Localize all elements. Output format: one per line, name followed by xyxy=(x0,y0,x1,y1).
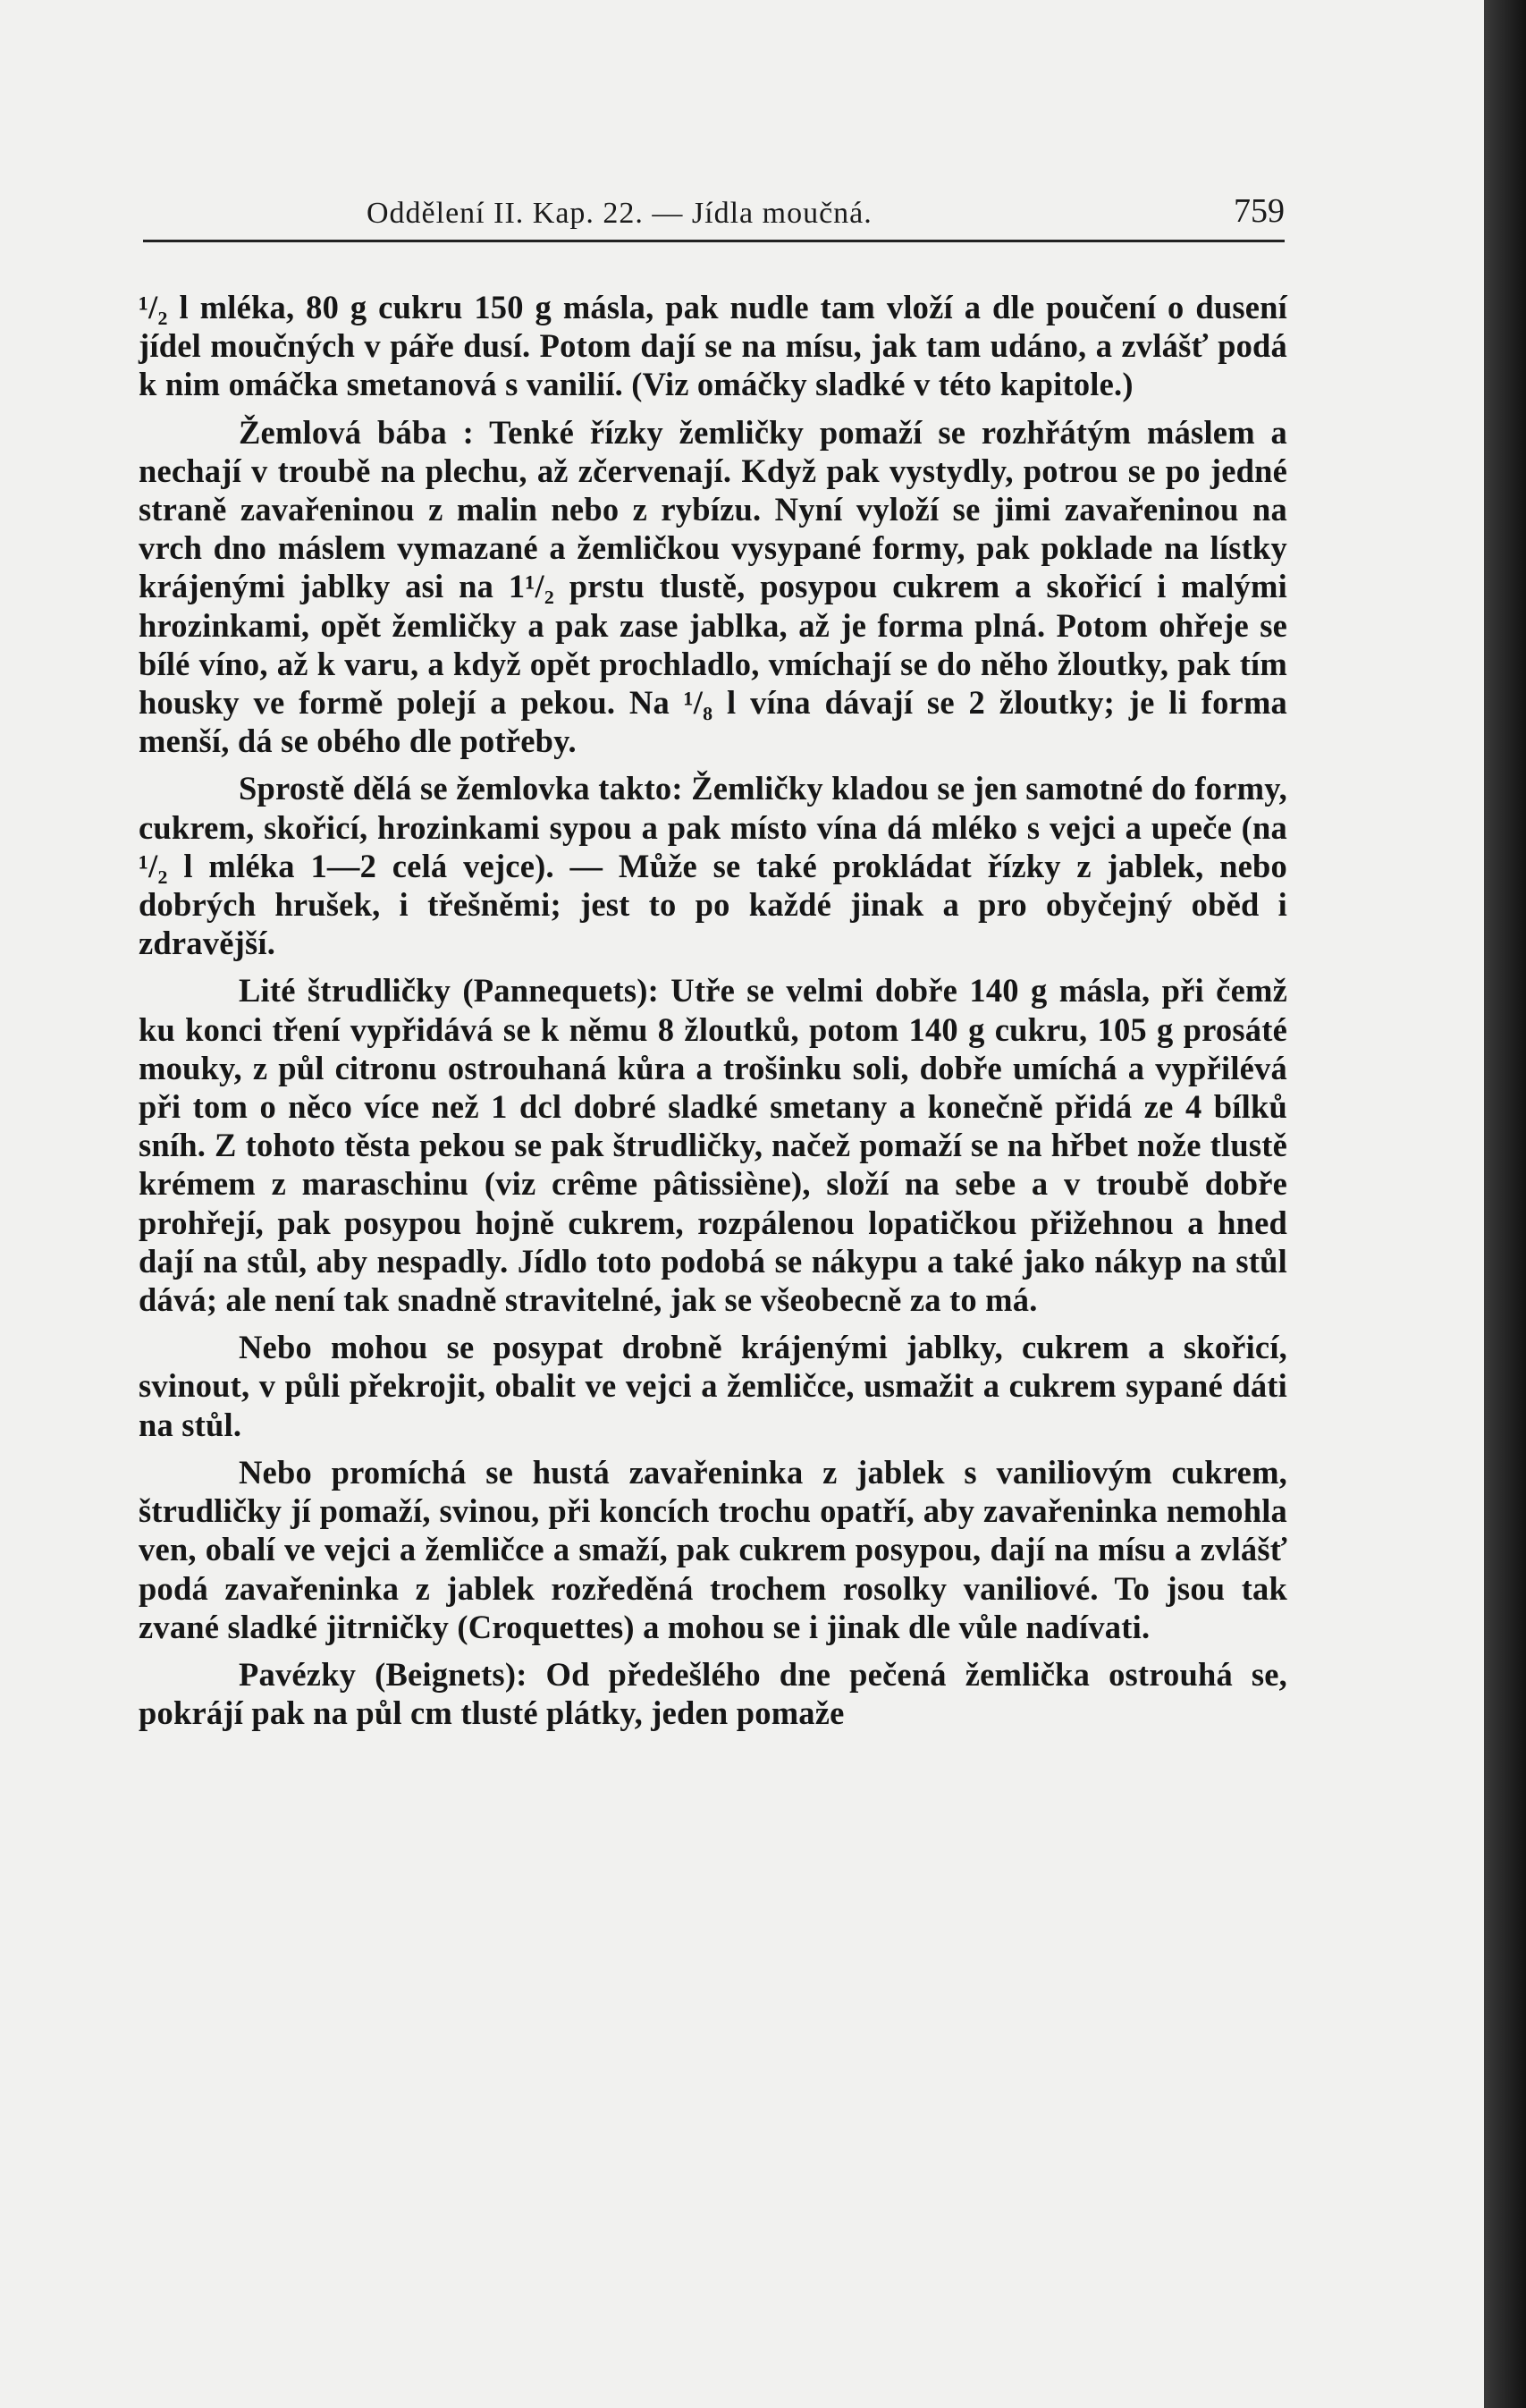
paragraph-continuation: ¹/₂ l mléka, 80 g cukru 150 g másla, pak nudle tam vloží a dle poučení o dusení jídel moučných v páře dusí. Potom dají se na mísu, jak tam udáno, a zvlášť podá k nim omáčka smetanová s vanilií. (Viz omáčky sladké v této kapitole.) xyxy=(139,289,1287,403)
scan-edge xyxy=(1484,0,1526,2408)
body-text xyxy=(139,288,1287,1732)
paragraph-pavezky: Pavézky (Beignets): Od předešlého dne pečená žemlička ostrouhá se, pokrájí pak na půl cm tlusté plátky, jeden pomaže xyxy=(139,1655,1287,1732)
page-number: 759 xyxy=(1234,192,1285,230)
paragraph-nebo-1: Nebo mohou se posypat drobně krájenými jablky, cukrem a skořicí, svinout, v půli překrojit, obalit ve vejci a žemličce, usmažit a cukrem sypané dáti na stůl. xyxy=(139,1329,1287,1443)
paragraph-lite-strudlicky: Lité štrudličky (Pannequets): Utře se velmi dobře 140 g másla, při čemž ku konci tření vypřidává se k němu 8 žloutků, potom 140 g cukru, 105 g prosáté mouky, z půl citronu ostrouhaná kůra a trošinku soli, dobře umíchá a vypřilévá při tom o něco více než 1 dcl dobré sladké smetany a konečně přidá ze 4 bílků sníh. Z tohoto těsta pekou se pak štrudličky, načež pomaží se na hřbet nože tlustě krémem z maraschinu (viz crême pâtissiène), složí na sebe a v troubě dobře prohřejí, pak posypou hojně cukrem, rozpálenou lopatičkou přižehnou a hned dají na stůl, aby nespadly. Jídlo toto podobá se nákypu a také jako nákyp na stůl dává; ale není tak snadně stravitelné, jak se všeobecně za to má. xyxy=(139,972,1287,1319)
paragraph-nebo-2: Nebo promíchá se hustá zavařeninka z jablek s vaniliovým cukrem, štrudličky jí pomaží, svinou, při koncích trochu opatří, aby zavařeninka nemohla ven, obalí ve vejci a žemličce a smaží, pak cukrem posypou, dají na mísu a zvlášť podá zavařeninka z jablek rozředěná trochem rosolky vaniliové. To jsou tak zvané sladké jitrničky (Croquettes) a mohou se i jinak dle vůle nadívati. xyxy=(139,1453,1287,1645)
paragraph-zemlova-baba: Žemlová bába : Tenké řízky žemličky pomaží se rozhřátým máslem a nechají v troubě na plechu, až zčervenají. Když pak vystydly, potrou se po jedné straně zavařeninou z malin nebo z rybízu. Nyní vyloží se jimi zavařeninou na vrch dno máslem vymazané a žemličkou vysypané formy, pak poklade na lístky krájenými jablky asi na 1¹/₂ prstu tlustě, posypou cukrem a skořicí i malými hrozinkami, opět žemličky a pak zase jablka, až je forma plná. Potom ohřeje se bílé víno, až k varu, a když opět prochladlo, vmíchají se do něho žloutky, pak tím housky ve formě polejí a pekou. Na ¹/₈ l vína dávají se 2 žloutky; je li forma menší, dá se obého dle potřeby. xyxy=(139,413,1287,760)
running-header xyxy=(143,192,1285,242)
header-title: Oddělení II. Kap. 22. — Jídla moučná. xyxy=(367,197,873,230)
paragraph-sproste: Sprostě dělá se žemlovka takto: Žemličky kladou se jen samotné do formy, cukrem, skořicí, hrozinkami sypou a pak místo vína dá mléko s vejci a upeče (na ¹/₂ l mléka 1—2 celá vejce). — Může se také prokládat řízky z jablek, nebo dobrých hrušek, i třešněmi; jest to po každé jinak a pro obyčejný oběd i zdravější. xyxy=(139,770,1287,962)
